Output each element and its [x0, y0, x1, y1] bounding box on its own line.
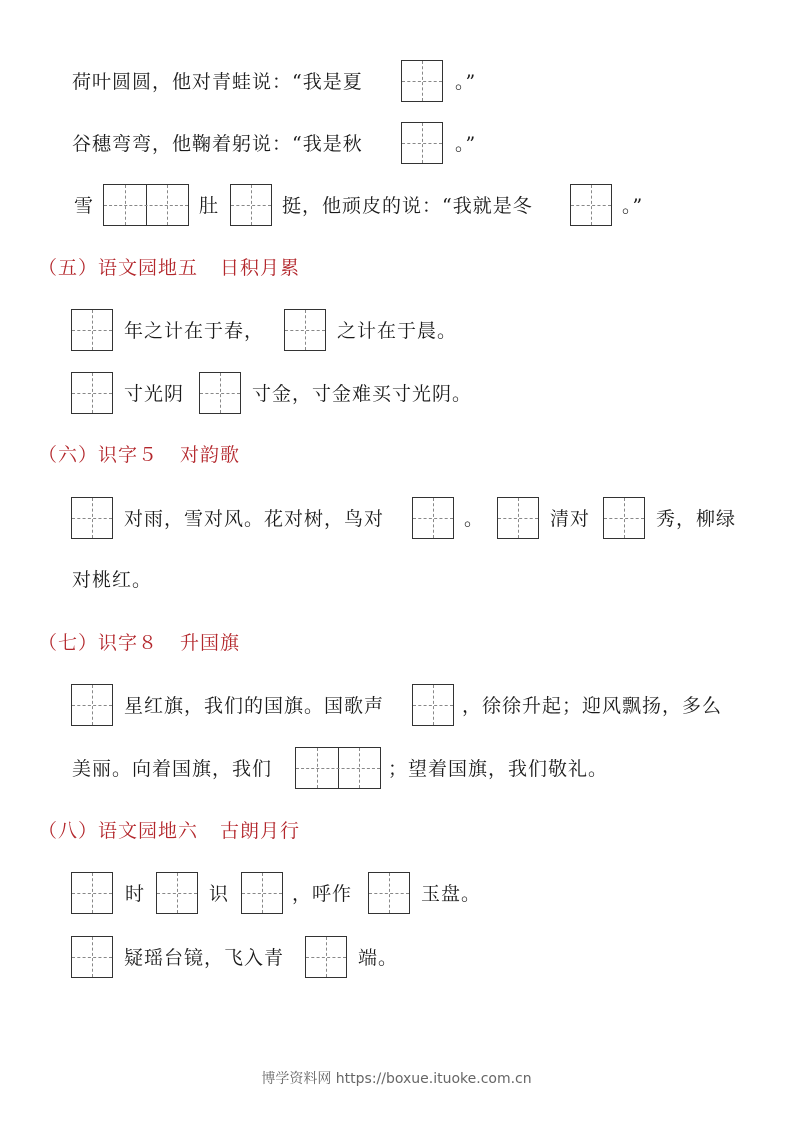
answer-box[interactable] [603, 497, 645, 539]
answer-box[interactable] [570, 184, 612, 226]
text: 。” [455, 133, 477, 155]
heading-title: 语文园地六 [98, 820, 199, 842]
answer-box[interactable] [71, 684, 113, 726]
text: 疑瑶台镜，飞入青 [124, 947, 285, 969]
text: 时 [125, 883, 146, 905]
text: 清对 [550, 508, 591, 530]
section-heading-5 [38, 254, 300, 282]
text: 玉盘。 [421, 883, 482, 905]
answer-box[interactable] [368, 872, 410, 914]
answer-box[interactable] [71, 936, 113, 978]
text: ，徐徐升起；迎风飘扬，多么 [462, 695, 723, 717]
answer-box[interactable] [230, 184, 272, 226]
answer-box[interactable] [156, 872, 198, 914]
text: 对桃红。 [72, 569, 153, 591]
text: 对雨，雪对风。花对树，鸟对 [124, 508, 385, 530]
answer-box[interactable] [401, 122, 443, 164]
text: 。 [464, 508, 485, 530]
text: 美丽。向着国旗，我们 [72, 758, 273, 780]
text: 星红旗，我们的国旗。国歌声 [124, 695, 385, 717]
heading-title: 识字５ [98, 444, 159, 466]
text: ；望着国旗，我们敬礼。 [388, 758, 609, 780]
answer-box[interactable] [71, 372, 113, 414]
text: ，呼作 [292, 883, 353, 905]
answer-box[interactable] [241, 872, 283, 914]
answer-box-double[interactable] [103, 184, 189, 226]
heading-subtitle: 对韵歌 [180, 444, 241, 466]
text: 挺，他顽皮的说：“我就是冬 [282, 195, 533, 217]
text: 秀，柳绿 [656, 508, 737, 530]
answer-box[interactable] [401, 60, 443, 102]
text: 谷穗弯弯，他鞠着躬说：“我是秋 [72, 133, 363, 155]
text: 。” [455, 71, 477, 93]
heading-number: （五） [38, 257, 99, 279]
text: 寸光阴 [124, 383, 185, 405]
heading-number: （七） [38, 632, 99, 654]
text: 寸金，寸金难买寸光阴。 [252, 383, 473, 405]
heading-subtitle: 日积月累 [220, 257, 301, 279]
answer-box[interactable] [199, 372, 241, 414]
section-heading-8 [38, 817, 300, 845]
heading-number: （六） [38, 444, 99, 466]
heading-subtitle: 升国旗 [180, 632, 241, 654]
heading-title: 语文园地五 [98, 257, 199, 279]
section-heading-7 [38, 629, 240, 657]
answer-box-double[interactable] [295, 747, 381, 789]
answer-box[interactable] [497, 497, 539, 539]
text: 端。 [358, 947, 399, 969]
answer-box[interactable] [412, 684, 454, 726]
text: 雪 [74, 195, 95, 217]
text: 之计在于晨。 [337, 320, 458, 342]
text: 肚 [199, 195, 220, 217]
text: 。” [622, 195, 644, 217]
text: 年之计在于春， [124, 320, 265, 342]
answer-box[interactable] [305, 936, 347, 978]
heading-title: 识字８ [98, 632, 159, 654]
text: 识 [209, 883, 230, 905]
answer-box[interactable] [71, 497, 113, 539]
heading-number: （八） [38, 820, 99, 842]
section-heading-6 [38, 441, 240, 469]
answer-box[interactable] [71, 872, 113, 914]
answer-box[interactable] [284, 309, 326, 351]
answer-box[interactable] [412, 497, 454, 539]
footer-watermark: 博学资料网 https://boxue.ituoke.com.cn [261, 1071, 532, 1087]
answer-box[interactable] [71, 309, 113, 351]
text: 荷叶圆圆，他对青蛙说：“我是夏 [72, 71, 363, 93]
heading-subtitle: 古朗月行 [220, 820, 301, 842]
